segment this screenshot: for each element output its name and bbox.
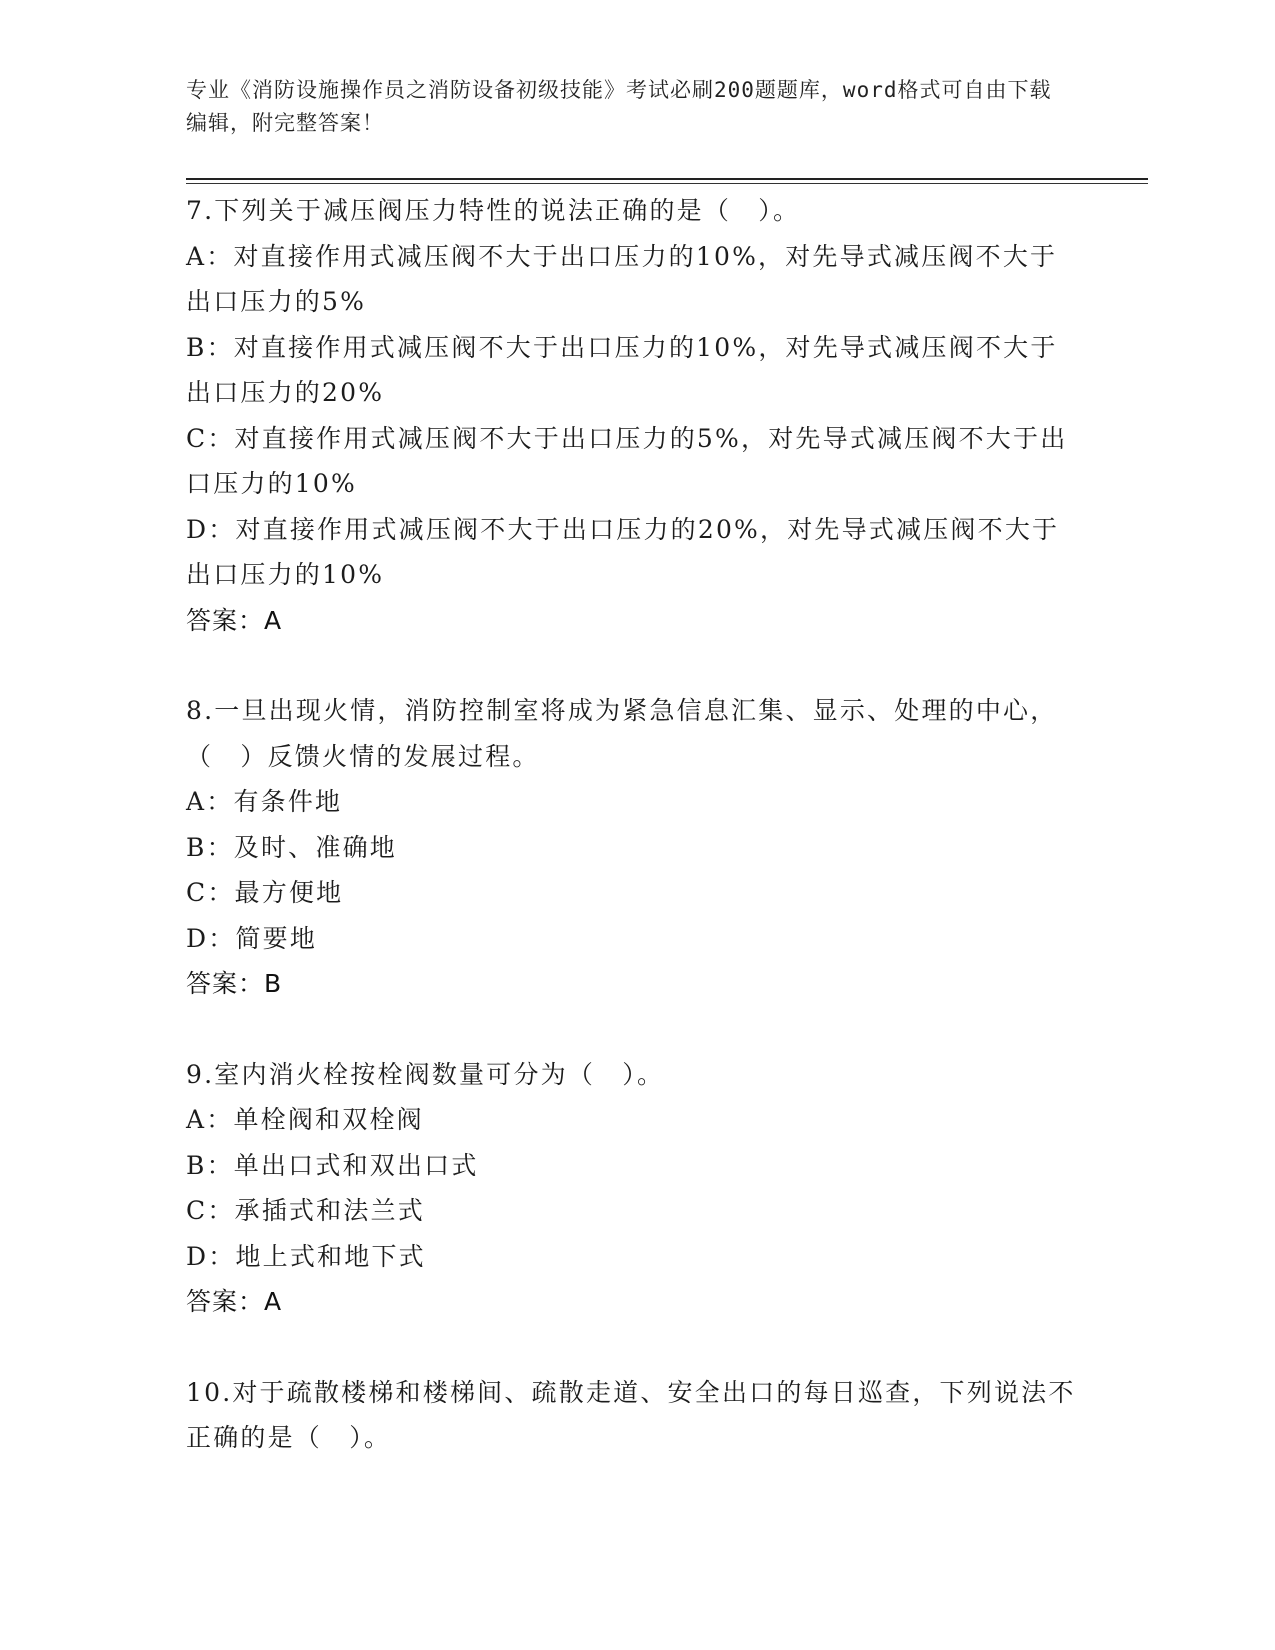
option-b: B：对直接作用式减压阀不大于出口压力的10%，对先导式减压阀不大于出口压力的20% xyxy=(186,332,1058,407)
question-stem: 9.室内消火栓按栓阀数量可分为（ ）。 xyxy=(186,1059,665,1089)
option-b: B：单出口式和双出口式 xyxy=(186,1150,479,1180)
answer-label: 答案：A xyxy=(186,605,283,635)
question-stem: 7.下列关于减压阀压力特性的说法正确的是（ ）。 xyxy=(186,196,801,225)
option-c: C：承插式和法兰式 xyxy=(186,1196,425,1225)
header-rule-thin xyxy=(186,183,1148,184)
option-c: C：最方便地 xyxy=(186,878,344,907)
header-rule-thick xyxy=(186,178,1148,180)
question-stem: 10.对于疏散楼梯和楼梯间、疏散走道、安全出口的每日巡查，下列说法不正确的是（ ）。 xyxy=(186,1377,1076,1452)
document-header: 专业《消防设施操作员之消防设备初级技能》考试必刷200题题库，word格式可自由下载编辑，附完整答案！ xyxy=(186,78,1052,135)
option-a: A：单栓阀和双栓阀 xyxy=(186,1105,424,1134)
option-a: A：对直接作用式减压阀不大于出口压力的10%，对先导式减压阀不大于出口压力的5% xyxy=(186,241,1058,316)
option-a: A：有条件地 xyxy=(186,787,343,816)
option-d: D：对直接作用式减压阀不大于出口压力的20%，对先导式减压阀不大于出口压力的10% xyxy=(186,514,1060,589)
question-9 xyxy=(186,1052,1076,1325)
question-stem: 8.一旦出现火情，消防控制室将成为紧急信息汇集、显示、处理的中心，（ ）反馈火情的发展过程。 xyxy=(186,696,1058,771)
question-8 xyxy=(186,688,1076,1007)
option-c: C：对直接作用式减压阀不大于出口压力的5%，对先导式减压阀不大于出口压力的10% xyxy=(186,423,1068,498)
answer-label: 答案：A xyxy=(186,1287,283,1316)
question-10 xyxy=(186,1370,1076,1461)
option-d: D：地上式和地下式 xyxy=(186,1241,426,1271)
option-d: D：简要地 xyxy=(186,923,318,953)
answer-label: 答案：B xyxy=(186,969,283,998)
question-list xyxy=(186,188,1076,1461)
question-7 xyxy=(186,188,1076,643)
option-b: B：及时、准确地 xyxy=(186,832,397,862)
